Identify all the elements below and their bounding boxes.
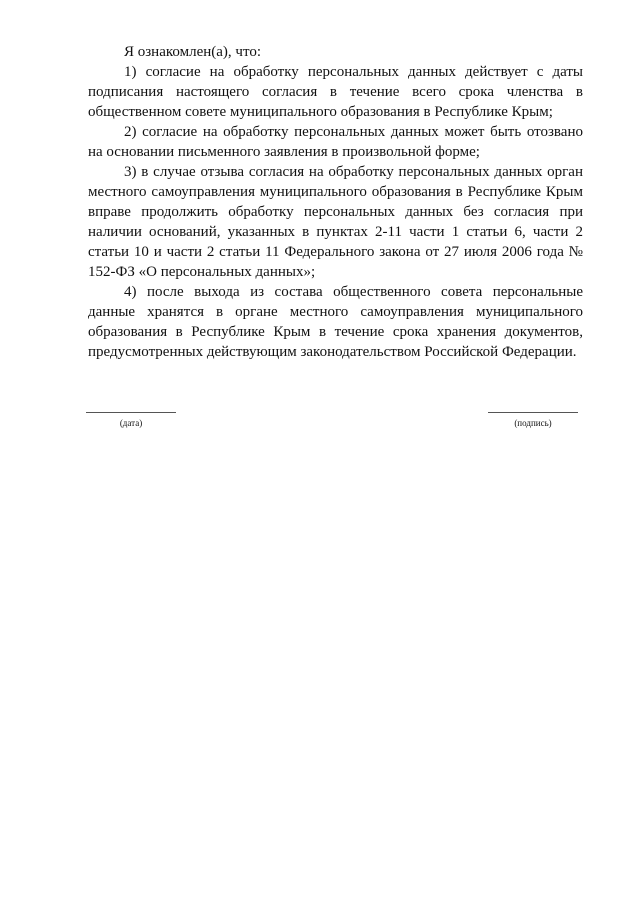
paragraph-3: 3) в случае отзыва согласия на обработку персональных данных орган местного самоуправления муниципального образования в Республике Крым вправе продолжить обработку персональных данных без согласия при наличии оснований, указанных в пунктах 2-11 части 1 статьи 6, части 2 статьи 10 и части 2 статьи 11 Федерального закона от 27 июля 2006 года № 152-ФЗ «О персональных данных»; <box>88 164 583 280</box>
date-line <box>86 412 176 413</box>
paragraph-2: 2) согласие на обработку персональных данных может быть отозвано на основании письменного заявления в произвольной форме; <box>88 124 583 160</box>
intro-line: Я ознакомлен(а), что: <box>124 44 261 60</box>
signature-line <box>488 412 578 413</box>
signature-field <box>488 412 578 429</box>
date-label: (дата) <box>119 418 143 428</box>
document-body <box>88 42 583 362</box>
date-field <box>86 412 176 429</box>
paragraph-1: 1) согласие на обработку персональных данных действует с даты подписания настоящего согласия в течение всего срока членства в общественном совете муниципального образования в Республике Крым; <box>88 64 583 120</box>
signature-label: (подпись) <box>514 418 552 428</box>
paragraph-4: 4) после выхода из состава общественного совета персональные данные хранятся в органе местного самоуправления муниципального образования в Республике Крым в течение срока хранения документов, предусмотренных действующим законодательством Российской Федерации. <box>88 284 583 360</box>
